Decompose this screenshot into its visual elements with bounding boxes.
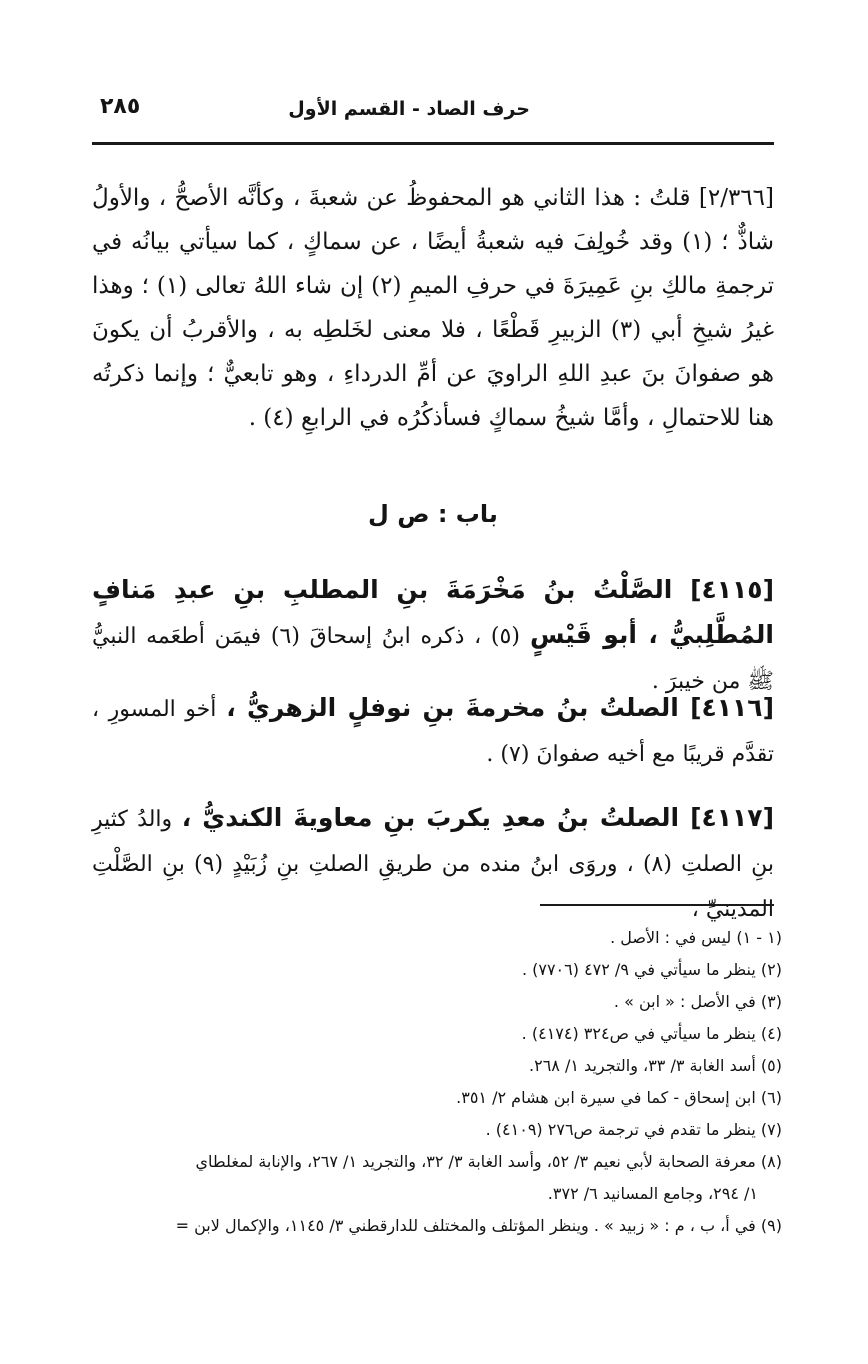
page-header <box>92 92 774 140</box>
entry-head: [٤١١٥] الصَّلْتُ بنُ مَخْرَمَةَ بنِ المطلبِ بنِ عبدِ مَنافٍ المُطَّلِبيُّ ، أبو قَيْسٍ <box>92 575 774 649</box>
footnote: (٧) ينظر ما تقدم في ترجمة ص٢٧٦ (٤١٠٩) . <box>485 1120 782 1139</box>
footnote: (١ - ١) ليس في : الأصل . <box>610 928 782 947</box>
entry-text: (٥) ، ذكره ابنُ إسحاقَ (٦) فيمَن أطعَمه النبيُّ ﷺ من خيبرَ . <box>92 624 774 694</box>
footnote: (٥) أسد الغابة ٣/ ٣٣، والتجريد ١/ ٢٦٨. <box>529 1056 782 1075</box>
footnote-continuation: ١/ ٢٩٤، وجامع المسانيد ٦/ ٣٧٢. <box>547 1184 758 1203</box>
footnote: (٨) معرفة الصحابة لأبي نعيم ٣/ ٥٢، وأسد الغابة ٣/ ٣٢، والتجريد ١/ ٢٦٧، والإنابة لمغلطاي <box>195 1152 782 1171</box>
entry-4116 <box>92 686 774 777</box>
intro-paragraph: [٢/٣٦٦] قلتُ : هذا الثاني هو المحفوظُ عن شعبةَ ، وكأنَّه الأصحُّ ، والأولُ شاذٌّ ؛ (١) وقد خُولِفَ فيه شعبةُ أيضًا ، عن سماكٍ ، كما سيأتي بيانُه في ترجمةِ مالكِ بنِ عَمِيرَةَ في حرفِ الميمِ (٢) إن شاء اللهُ تعالى (١) ؛ وهذا غيرُ شيخِ أبي (٣) الزبيرِ قَطْعًا ، فلا معنى لخَلطِه به ، والأقربُ أن يكونَ هو صفوانَ بنَ عبدِ اللهِ الراويَ عن أمِّ الدرداءِ ، وهو تابعيٌّ ؛ وإنما ذكرتُه هنا للاحتمالِ ، وأمَّا شيخُ سماكٍ فسأذكُرُه في الرابعِ (٤) . <box>92 185 775 431</box>
header-rule <box>92 142 774 145</box>
entry-4117 <box>92 796 774 932</box>
footnote: (٩) في أ، ب ، م : « زبيد » . وينظر المؤتلف والمختلف للدارقطني ٣/ ١١٤٥، والإكمال لابن = <box>175 1216 782 1235</box>
footnote-rule <box>540 904 774 906</box>
footnotes <box>92 922 782 1242</box>
entry-head: [٤١١٧] الصلتُ بنُ معدِ يكربَ بنِ معاويةَ الكنديُّ ، <box>181 803 774 832</box>
entry-text: أخو المسورِ ، تقدَّم قريبًا مع أخيه صفوانَ (٧) . <box>92 697 774 767</box>
running-title: حرف الصاد - القسم الأول <box>288 98 530 120</box>
section-title: باب : ص ل <box>368 500 498 528</box>
entry-head: [٤١١٦] الصلتُ بنُ مخرمةَ بنِ نوفلٍ الزهريُّ ، <box>226 693 774 722</box>
footnote: (٤) ينظر ما سيأتي في ص٣٢٤ (٤١٧٤) . <box>521 1024 782 1043</box>
footnote: (٦) ابن إسحاق - كما في سيرة ابن هشام ٢/ ٣٥١. <box>456 1088 782 1107</box>
footnote: (٢) ينظر ما سيأتي في ٩/ ٤٧٢ (٧٧٠٦) . <box>521 960 782 979</box>
page-number: ٢٨٥ <box>100 94 141 119</box>
entry-text: والدُ كثيرِ بنِ الصلتِ (٨) ، وروَى ابنُ منده من طريقِ الصلتِ بنِ زُبَيْدٍ (٩) بنِ الصَّلْتِ المدينيِّ ، <box>92 807 775 922</box>
footnote: (٣) في الأصل : « ابن » . <box>613 992 782 1011</box>
entry-4115 <box>92 568 774 704</box>
